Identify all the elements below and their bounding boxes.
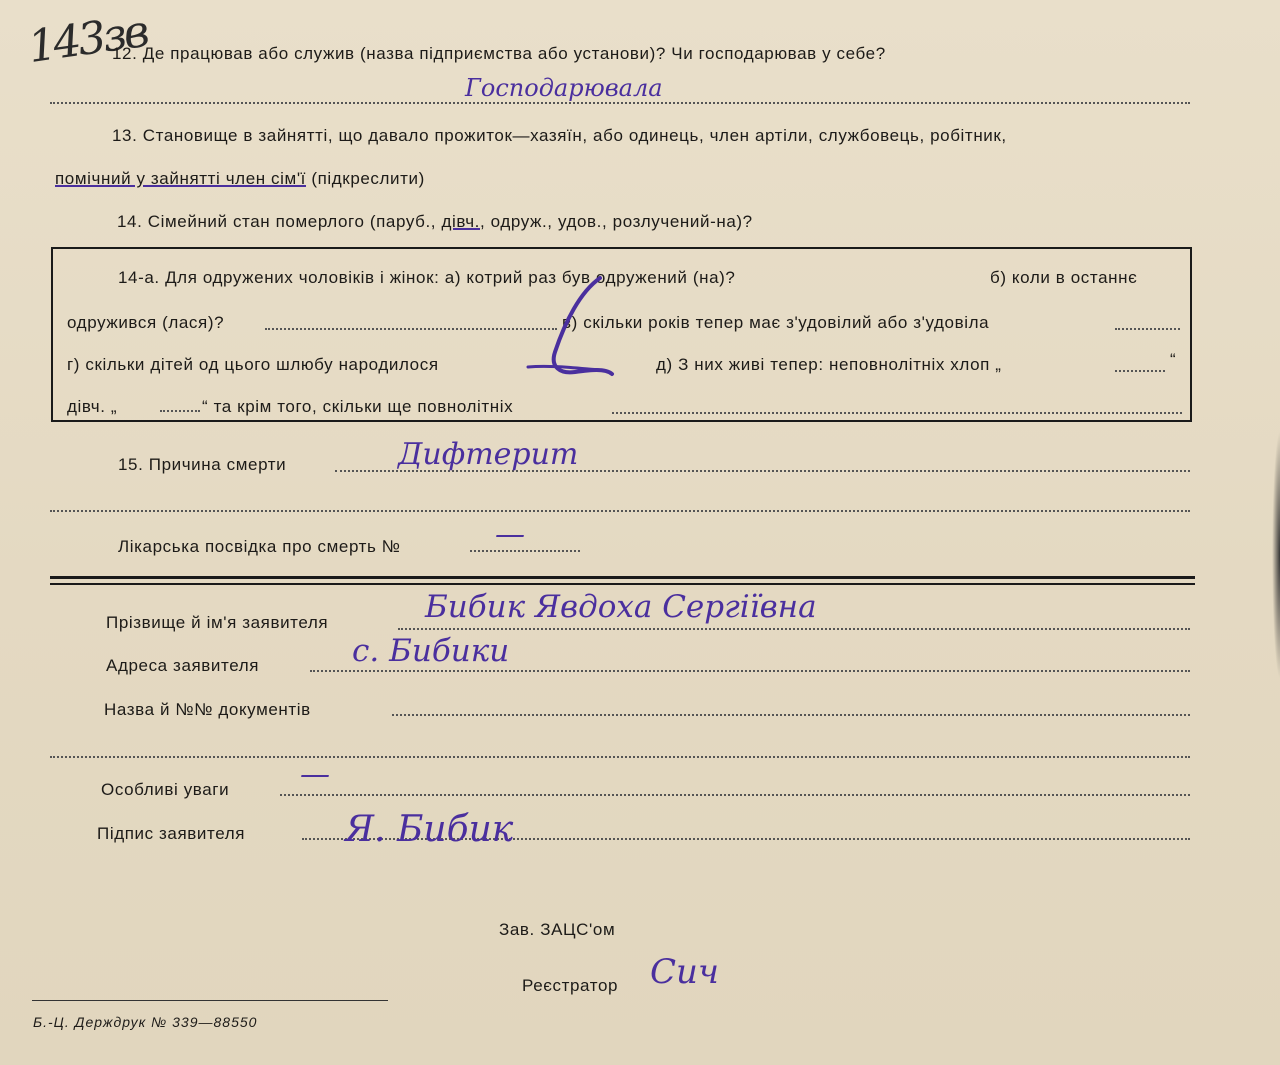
q14a-line2-b: в) скільки років тепер має з'удовілий або з'удовіла bbox=[562, 313, 990, 332]
q15-answer-line-2 bbox=[50, 510, 1190, 512]
q14a-line4-b: “ та крім того, скільки ще повнолітніх bbox=[202, 397, 514, 416]
printer-rule bbox=[32, 1000, 388, 1001]
q14a-line1: 14-а. Для одружених чоловіків і жінок: а) котрий раз був одружений (на)? bbox=[118, 268, 736, 287]
med-answer-line bbox=[470, 550, 580, 552]
applicant-notes-line bbox=[280, 794, 1190, 796]
section-rule-bottom bbox=[50, 583, 1195, 585]
office-registrar-signature: Сич bbox=[650, 952, 720, 992]
q14-post: , одруж., удов., розлучений-на)? bbox=[480, 212, 753, 231]
q14a-line3-blank bbox=[1115, 370, 1165, 372]
q13-line2 bbox=[55, 169, 425, 189]
applicant-notes-label: Особливі уваги bbox=[101, 780, 230, 799]
q14a-line1-b: б) коли в останнє bbox=[990, 268, 1138, 287]
applicant-docs-label: Назва й №№ документів bbox=[104, 700, 311, 719]
q13-note: (підкреслити) bbox=[306, 169, 425, 188]
q12-label: 12. Де працював або служив (назва підприємства або установи)? Чи господарював у себе? bbox=[112, 44, 886, 63]
q14a-dash-scribble bbox=[520, 272, 620, 384]
applicant-docs-line bbox=[392, 714, 1190, 716]
applicant-name-value: Бибик Явдоха Сергіївна bbox=[425, 589, 817, 625]
office-head-label: Зав. ЗАЦС'ом bbox=[499, 920, 616, 939]
q15-label: 15. Причина смерти bbox=[118, 455, 287, 474]
applicant-address-value: с. Бибики bbox=[352, 633, 510, 669]
q14-line bbox=[117, 212, 753, 232]
applicant-name-label: Прізвище й ім'я заявителя bbox=[106, 613, 329, 632]
printer-imprint: Б.-Ц. Держдрук № 339—88550 bbox=[33, 1014, 258, 1030]
q14a-line4-blank bbox=[160, 410, 200, 412]
applicant-signature: Я. Бибик bbox=[345, 809, 514, 850]
page-edge-shadow bbox=[1272, 430, 1280, 680]
q14a-line4-blank-2 bbox=[612, 412, 1182, 414]
q14a-line2-a: одружився (лася)? bbox=[67, 313, 225, 332]
q13-line1: 13. Становище в зайнятті, що давало прожиток—хазяїн, або одинець, член артіли, службовець, робітник, bbox=[112, 126, 1007, 145]
applicant-address-line bbox=[310, 670, 1190, 672]
q12-answer-line bbox=[50, 102, 1190, 104]
q14-underlined-choice: дівч. bbox=[441, 212, 480, 231]
q14a-line3-c: “ bbox=[1170, 350, 1177, 369]
q14a-line3-a: г) скільки дітей од цього шлюбу народилося bbox=[67, 355, 439, 374]
med-answer: — bbox=[495, 517, 525, 552]
q12-answer: Господарювала bbox=[465, 74, 663, 102]
q15-answer: Дифтерит bbox=[398, 437, 579, 472]
office-registrar-label: Реєстратор bbox=[522, 976, 619, 995]
q14a-line2-blank-2 bbox=[1115, 328, 1180, 330]
applicant-docs-line-2 bbox=[50, 756, 1190, 758]
applicant-notes-value: — bbox=[300, 757, 330, 792]
section-rule-top bbox=[50, 576, 1195, 579]
q14a-line2-blank bbox=[265, 328, 557, 330]
q14a-line3-b: д) З них живі тепер: неповнолітніх хлоп „ bbox=[656, 355, 1002, 374]
med-label: Лікарська посвідка про смерть № bbox=[118, 537, 401, 556]
q14-pre: 14. Сімейний стан померлого (паруб., bbox=[117, 212, 442, 231]
q14a-line4-a: дівч. „ bbox=[67, 397, 118, 416]
applicant-address-label: Адреса заявителя bbox=[106, 656, 260, 675]
applicant-sign-label: Підпис заявителя bbox=[97, 824, 246, 843]
q13-underlined-choice: помічний у зайнятті член сім'ї bbox=[55, 169, 306, 188]
corner-note: 143зв bbox=[25, 5, 150, 74]
applicant-name-line bbox=[398, 628, 1190, 630]
